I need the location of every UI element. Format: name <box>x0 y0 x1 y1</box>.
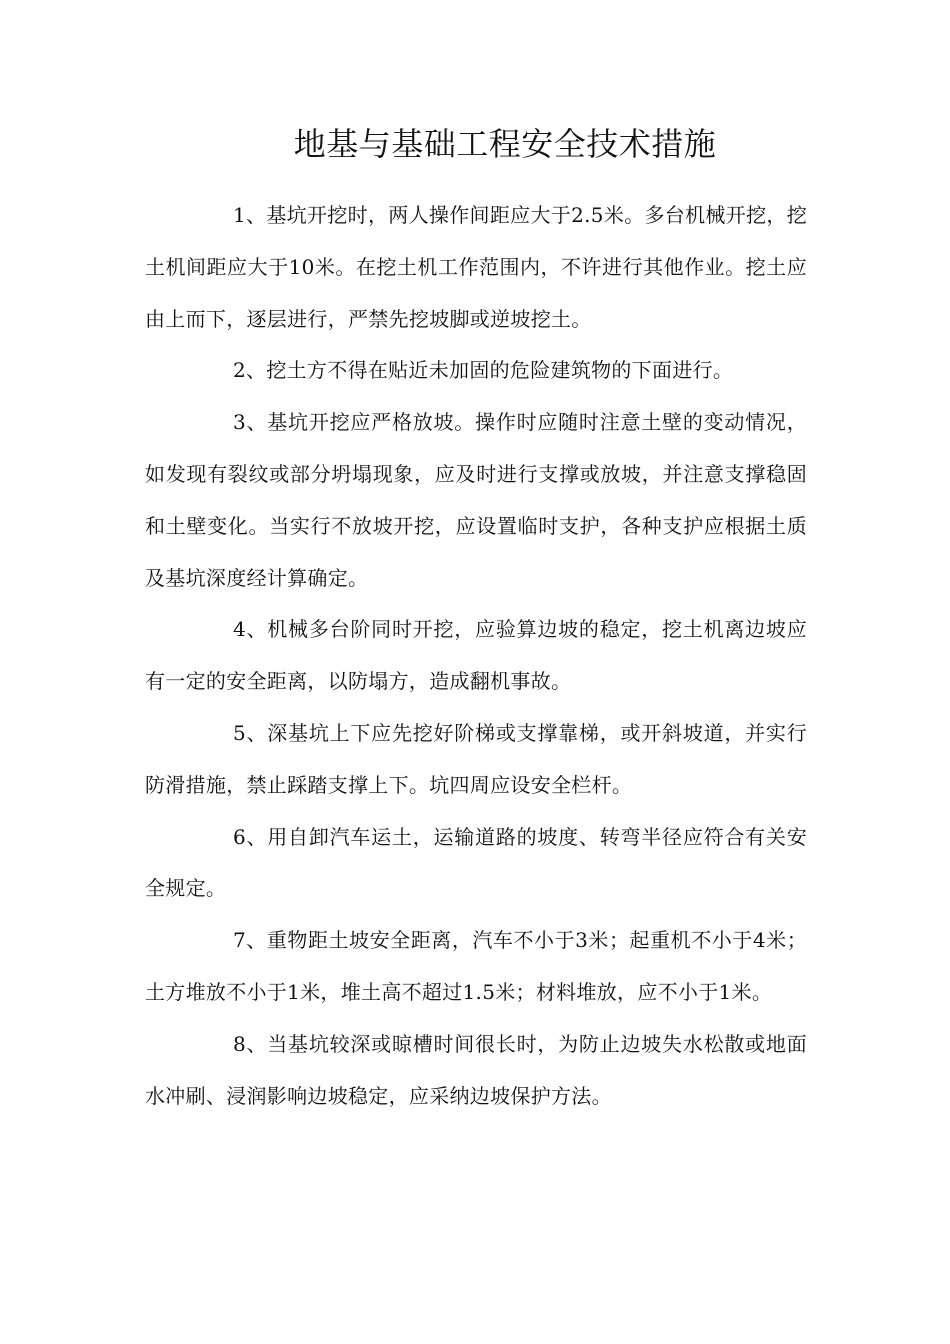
paragraph-3: 3、基坑开挖应严格放坡。操作时应随时注意土壁的变动情况，如发现有裂纹或部分坍塌现象，应及时进行支撑或放坡，并注意支撑稳固和土壁变化。当实行不放坡开挖，应设置临时支护，各种支护应根据土质及基坑深度经计算确定。 <box>145 410 807 590</box>
paragraph-2: 2、挖土方不得在贴近未加固的危险建筑物的下面进行。 <box>233 358 734 383</box>
paragraph-5: 5、深基坑上下应先挖好阶梯或支撑靠梯，或开斜坡道，并实行防滑措施，禁止踩踏支撑上下。坑四周应设安全栏杆。 <box>145 720 807 797</box>
document-body <box>145 190 807 1122</box>
paragraph-1: 1、基坑开挖时，两人操作间距应大于2.5米。多台机械开挖，挖土机间距应大于10米。在挖土机工作范围内，不许进行其他作业。挖土应由上而下，逐层进行，严禁先挖坡脚或逆坡挖土。 <box>145 203 807 331</box>
paragraph-7: 7、重物距土坡安全距离，汽车不小于3米；起重机不小于4米；土方堆放不小于1米，堆土高不超过1.5米；材料堆放，应不小于1米。 <box>145 928 807 1004</box>
paragraph-4: 4、机械多台阶同时开挖，应验算边坡的稳定，挖土机离边坡应有一定的安全距离，以防塌方，造成翻机事故。 <box>145 617 807 694</box>
paragraph-8: 8、当基坑较深或晾槽时间很长时，为防止边坡失水松散或地面水冲刷、浸润影响边坡稳定，应采纳边坡保护方法。 <box>145 1031 807 1108</box>
paragraph-6: 6、用自卸汽车运土，运输道路的坡度、转弯半径应符合有关安全规定。 <box>145 824 807 901</box>
document-title: 地基与基础工程安全技术措施 <box>293 125 717 163</box>
